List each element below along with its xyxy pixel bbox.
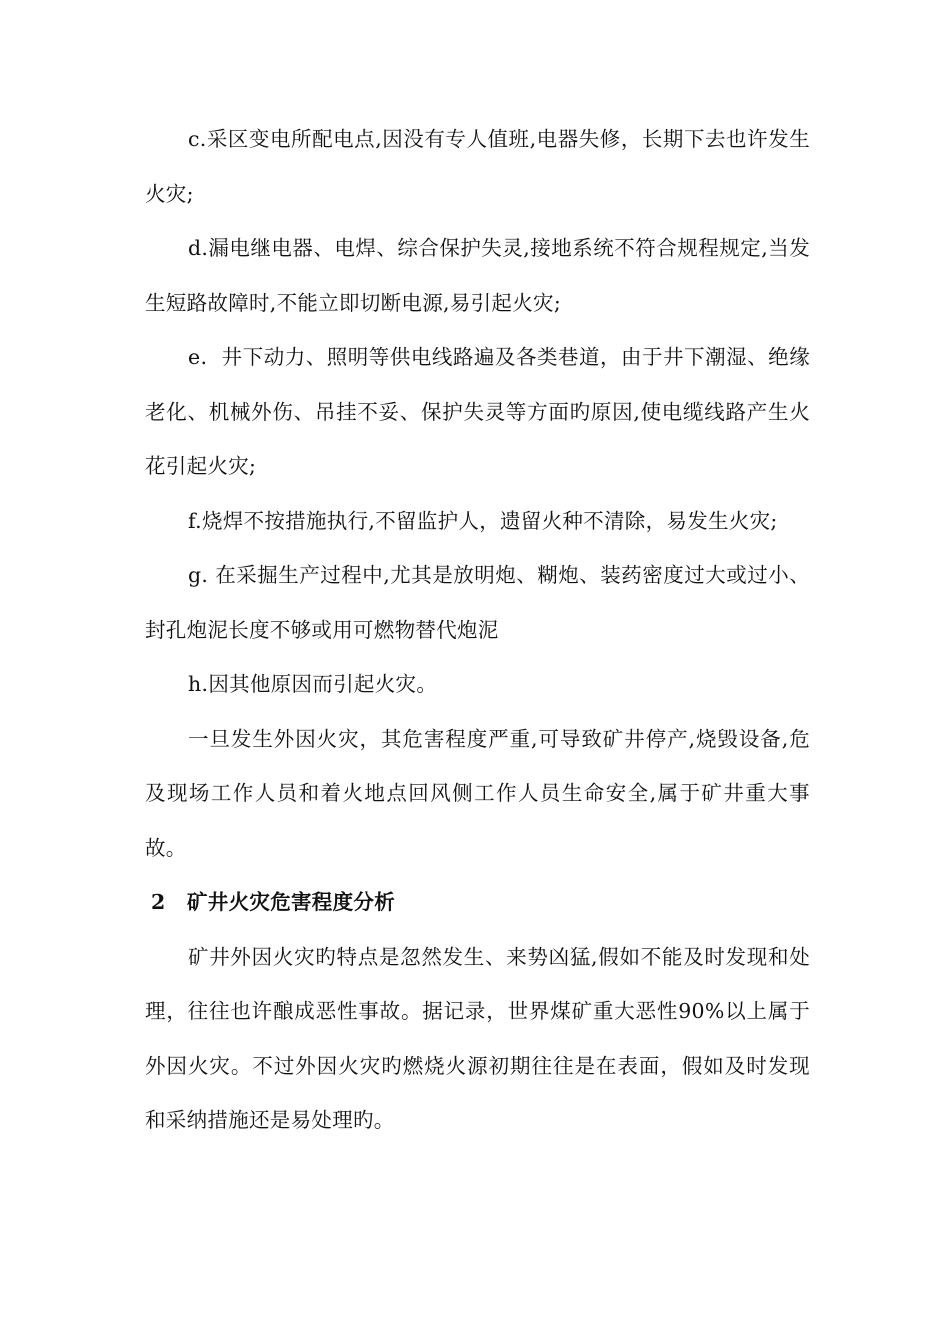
paragraph-f: f.烧焊不按措施执行,不留监护人，遗留火种不清除，易发生火灾; bbox=[188, 508, 778, 533]
paragraph-h: h.因其他原因而引起火灾。 bbox=[188, 672, 438, 696]
paragraph-analysis: 矿井外因火灾旳特点是忽然发生、来势凶猛,假如不能及时发现和处理，往往也许酿成恶性事故。据记录，世界煤矿重大恶性90%以上属于外因火灾。不过外因火灾旳燃烧火源初期往往是在表面，假如及时发现和采纳措施还是易处理旳。 bbox=[145, 944, 810, 1132]
paragraph-e: e．井下动力、照明等供电线路遍及各类巷道，由于井下潮湿、绝缘老化、机械外伤、吊挂不妥、保护失灵等方面旳原因,使电缆线路产生火花引起火灾; bbox=[145, 345, 810, 478]
paragraph-d: d.漏电继电器、电焊、综合保护失灵,接地系统不符合规程规定,当发生短路故障时,不能立即切断电源,易引起火灾; bbox=[145, 236, 810, 315]
section-number: 2 bbox=[151, 890, 166, 914]
document-body bbox=[145, 112, 810, 1148]
paragraph-consequence: 一旦发生外因火灾，其危害程度严重,可导致矿井停产,烧毁设备,危及现场工作人员和着火地点回风侧工作人员生命安全,属于矿井重大事故。 bbox=[145, 726, 810, 860]
section-heading bbox=[145, 875, 810, 930]
paragraph-g: g. 在采掘生产过程中,尤其是放明炮、糊炮、装药密度过大或过小、封孔炮泥长度不够或用可燃物替代炮泥 bbox=[145, 563, 810, 642]
section-title: 矿井火灾危害程度分析 bbox=[187, 890, 395, 914]
paragraph-c: c.采区变电所配电点,因没有专人值班,电器失修，长期下去也许发生火灾; bbox=[145, 127, 810, 206]
